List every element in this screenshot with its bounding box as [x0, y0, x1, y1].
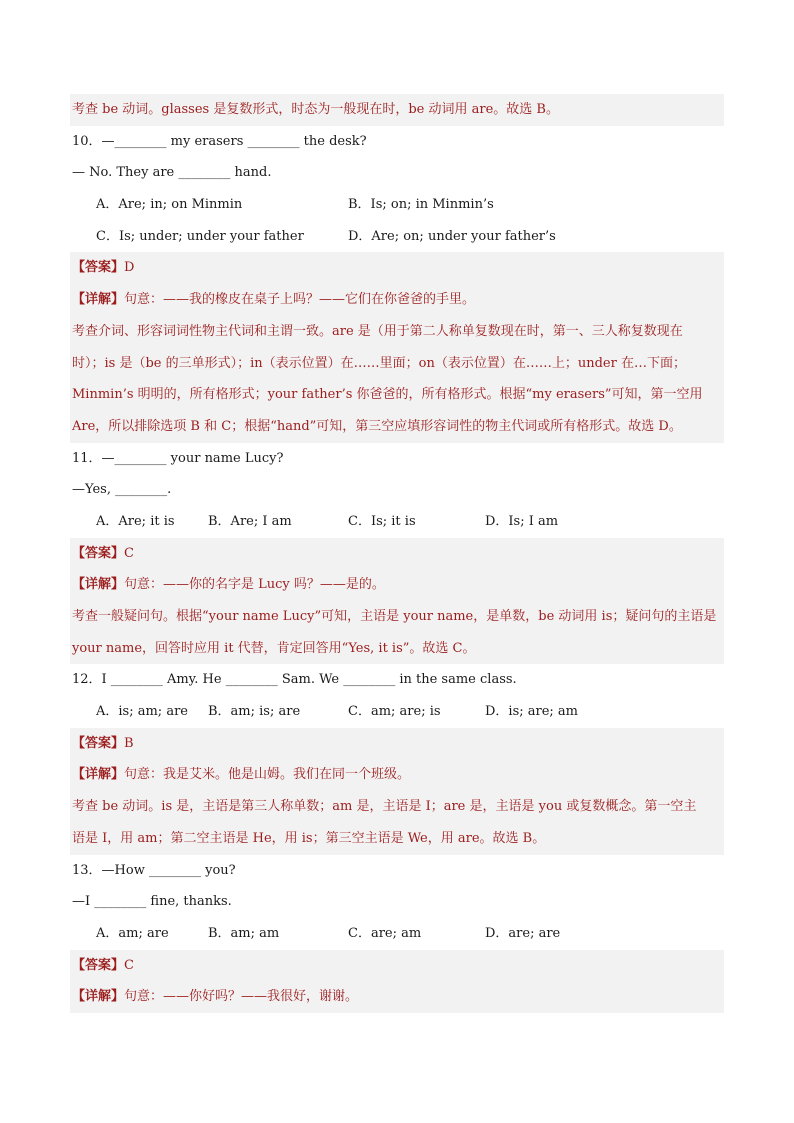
q13-stem: 13．—How ________ you?: [72, 862, 236, 878]
q12-option-d: D．is; are; am: [485, 704, 579, 720]
detail-tag: 【详解】: [72, 767, 125, 783]
q10-answer: [70, 252, 724, 284]
detail-text: 句意：——你好吗？——我很好，谢谢。: [124, 989, 359, 1005]
q11-option-c: C．Is; it is: [348, 513, 416, 529]
q11-explanation-2: your name，回答时应用 it 代替，肯定回答用“Yes, it is”。故选 C。: [70, 633, 724, 665]
q12-option-b: B．am; is; are: [208, 704, 301, 720]
q10-explanation-1: 考查介词、形容词词性物主代词和主谓一致。are 是（用于第二人称单复数现在时，第一、三人称复数现在: [70, 316, 724, 348]
q13-detail: [70, 981, 724, 1013]
q10-stem: 10．—________ my erasers ________ the desk?: [72, 133, 367, 149]
q9-explanation: 考查 be 动词。glasses 是复数形式，时态为一般现在时，be 动词用 are。故选 B。: [70, 94, 724, 126]
q12-stem: 12．I ________ Amy. He ________ Sam. We ________ in the same class.: [72, 672, 517, 688]
detail-tag: 【详解】: [72, 577, 125, 593]
q11-explanation-1: 考查一般疑问句。根据“your name Lucy”可知，主语是 your name，是单数，be 动词用 is；疑问句的主语是: [70, 601, 724, 633]
q11-option-a: A．Are; it is: [96, 513, 175, 529]
q10-options-row-2: [70, 221, 724, 253]
q11-options: [70, 506, 724, 538]
answer-tag: 【答案】: [72, 735, 125, 751]
q11-answer: [70, 538, 724, 570]
q12-detail: [70, 759, 724, 791]
q11-stem: 11．—________ your name Lucy?: [72, 450, 284, 466]
detail-text: 句意：——你的名字是 Lucy 吗？——是的。: [124, 577, 385, 593]
document-page: [70, 94, 724, 1013]
answer-tag: 【答案】: [72, 545, 125, 561]
q12-answer: [70, 728, 724, 760]
q13-options: [70, 918, 724, 950]
q13-answer: [70, 950, 724, 982]
q11-reply: —Yes, ________.: [72, 482, 172, 498]
q12-option-c: C．am; are; is: [348, 704, 441, 720]
answer-tag: 【答案】: [72, 957, 125, 973]
q11-detail: [70, 569, 724, 601]
q10-explanation-2: 时）；is 是（be 的三单形式）；in（表示位置）在……里面；on（表示位置）在……上；under 在…下面；: [70, 348, 724, 380]
q10-option-a: A．Are; in; on Minmin: [96, 197, 243, 213]
detail-tag: 【详解】: [72, 292, 125, 308]
detail-text: 句意：——我的橡皮在桌子上吗？——它们在你爸爸的手里。: [124, 292, 476, 308]
q12-options: [70, 696, 724, 728]
q10-explanation-4: Are，所以排除选项 B 和 C；根据“hand”可知，第三空应填形容词性的物主代词或所有格形式。故选 D。: [70, 411, 724, 443]
answer-value: C: [124, 545, 134, 561]
q11-option-d: D．Is; I am: [485, 513, 559, 529]
q13-option-b: B．am; am: [208, 925, 280, 941]
detail-tag: 【详解】: [72, 989, 125, 1005]
q13-option-c: C．are; am: [348, 925, 422, 941]
q12-explanation-1: 考查 be 动词。is 是，主语是第三人称单数；am 是，主语是 I；are 是，主语是 you 或复数概念。第一空主: [70, 791, 724, 823]
q13-reply: —I ________ fine, thanks.: [72, 894, 232, 910]
q13-option-d: D．are; are: [485, 925, 561, 941]
q13-option-a: A．am; are: [96, 925, 169, 941]
q10-option-d: D．Are; on; under your father’s: [348, 228, 556, 244]
q12-option-a: A．is; am; are: [96, 704, 188, 720]
q10-detail: [70, 284, 724, 316]
detail-text: 句意：我是艾米。他是山姆。我们在同一个班级。: [124, 767, 411, 783]
q10-option-c: C．Is; under; under your father: [96, 228, 304, 244]
q10-option-b: B．Is; on; in Minmin’s: [348, 197, 494, 213]
q10-options-row-1: [70, 189, 724, 221]
q12-explanation-2: 语是 I，用 am；第二空主语是 He，用 is；第三空主语是 We，用 are。故选 B。: [70, 823, 724, 855]
q11-option-b: B．Are; I am: [208, 513, 292, 529]
answer-value: C: [124, 957, 134, 973]
answer-tag: 【答案】: [72, 260, 125, 276]
q10-explanation-3: Minmin’s 明明的，所有格形式；your father’s 你爸爸的，所有格形式。根据“my erasers”可知，第一空用: [70, 379, 724, 411]
answer-value: D: [124, 260, 135, 276]
answer-value: B: [124, 735, 134, 751]
q10-reply: — No. They are ________ hand.: [72, 165, 272, 181]
